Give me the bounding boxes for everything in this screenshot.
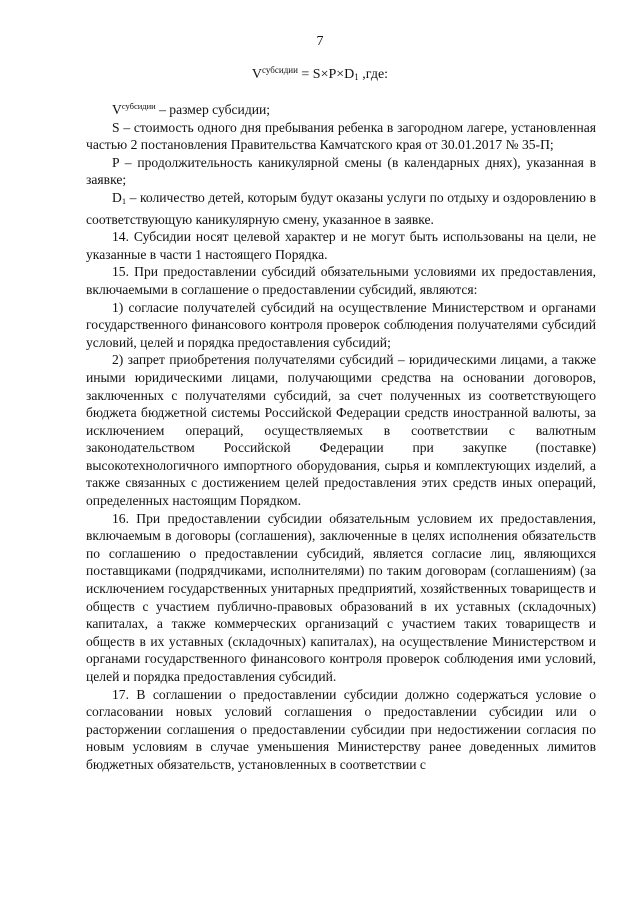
- formula-v-superscript: субсидии: [262, 65, 298, 75]
- formula-d-subscript: 1: [354, 72, 359, 82]
- paragraph-14: 14. Субсидии носят целевой характер и не могут быть использованы на цели, не указанные в части 1 настоящего Порядка.: [86, 229, 596, 262]
- definition-d: [86, 189, 596, 228]
- definition-p: P – продолжительность каникулярной смены (в календарных днях), указанная в заявке;: [86, 154, 596, 188]
- definition-d-subscript: 1: [121, 195, 127, 206]
- definition-s: S – стоимость одного дня пребывания ребенка в загородном лагере, установленная частью 2 постановления Правительства Камчатского края от 30.01.2017 № 35-П;: [86, 119, 596, 153]
- paragraph-16: 16. При предоставлении субсидии обязательным условием их предоставления, включаемым в договоры (соглашения), заключенные в целях исполнения обязательств по соглашению о предоставлении субсидий, является согласие лиц, являющихся поставщиками (подрядчиками, исполнителями) по таким договорам (соглашениям) (за исключением государственных унитарных предприятий, хозяйственных товариществ и обществ с участием публично-правовых образований в их уставных (складочных) капиталах, а также коммерческих организаций с участием таких товариществ и обществ в их уставных (складочных) капиталах), на осуществление Министерством и органами государственного финансового контроля проверок соблюдения ими условий, целей и порядка предоставления субсидий.: [86, 510, 596, 684]
- page-number: 7: [316, 34, 324, 49]
- paragraph-15-item-1: 1) согласие получателей субсидий на осуществление Министерством и органами государственного финансового контроля проверок соблюдения получателями субсидий условий, целей и порядка предоставления субсидий;: [86, 299, 596, 350]
- formula-tail: ,где:: [358, 67, 389, 82]
- formula-v-symbol: V: [251, 67, 263, 82]
- definition-v-text: – размер субсидии;: [155, 102, 271, 117]
- paragraph-15: 15. При предоставлении субсидий обязательными условиями их предоставления, включаемыми в соглашение о предоставлении субсидий, являются:: [86, 264, 596, 297]
- definition-d-text: – количество детей, которым будут оказаны услуги по отдыху и оздоровлению в соответствующую каникулярную смену, указанное в заявке.: [86, 189, 596, 227]
- paragraph-17: 17. В соглашении о предоставлении субсидии должно содержаться условие о согласовании новых условий соглашения о предоставлении субсидии или о расторжении соглашения о предоставлении субсидии при недостижении согласия по новым условиям в случае уменьшения Министерству ранее доведенных лимитов бюджетных обязательств, установленных в соответствии с: [86, 686, 596, 772]
- document-body: [86, 98, 596, 774]
- paragraph-15-item-2: 2) запрет приобретения получателями субсидий – юридическими лицами, а также иными юридическими лицами, получающими средства на основании договоров, заключенных с получателями субсидий, за счет полученных из соответствующего бюджета бюджетной системы Российской Федерации средств иностранной валюты, за исключением операций, осуществляемых в соответствии с валютным законодательством Российской Федерации при закупке (поставке) высокотехнологичного импортного оборудования, сырья и комплектующих изделий, а также связанных с достижением целей предоставления этих средств иных операций, определенных настоящим Порядком.: [86, 352, 596, 509]
- formula-rhs: = S×P×D: [297, 67, 355, 82]
- definition-v-symbol: V: [112, 102, 122, 117]
- definition-v: [86, 98, 596, 119]
- definition-v-superscript: субсидии: [121, 101, 156, 111]
- definition-d-symbol: D: [112, 189, 122, 205]
- subsidy-formula: [0, 62, 640, 85]
